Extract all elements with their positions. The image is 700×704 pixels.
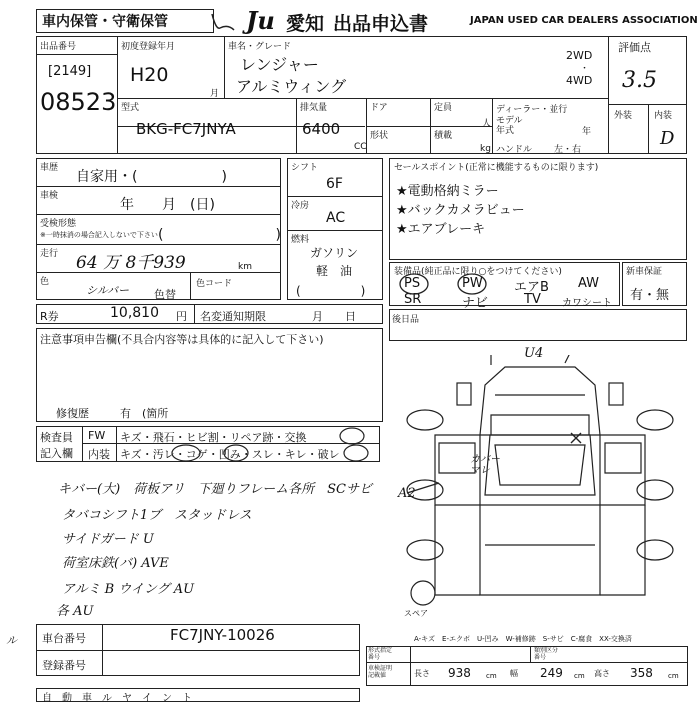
km-unit: km — [238, 262, 252, 272]
footer-items: 自 動 車 ル ヤ イ ン ト — [42, 693, 192, 704]
transfer-note: ※一時抹消の場合記入しないで下さい — [40, 231, 158, 239]
spare-label: スペア — [404, 609, 428, 618]
length-unit: cm — [486, 672, 497, 680]
class-number-label: 類別区分 番号 — [534, 647, 559, 661]
interior-score: D — [660, 128, 675, 149]
sales-point-item: ★エアブレーキ — [396, 222, 486, 237]
height-value: 358 — [630, 666, 653, 680]
cc-unit: CC — [354, 142, 367, 152]
ac-value: AC — [326, 210, 346, 226]
vehicle-name-label: 車名・グレード — [228, 42, 292, 52]
fw-items: キズ・飛石・ヒビ割・リペア跡・交換 — [120, 431, 307, 444]
equipment-airbag: エアB — [514, 280, 549, 295]
model-year-label: モデル 年式 — [496, 116, 523, 136]
interior-label-row: 内装 — [88, 448, 110, 461]
interior-label: 内装 — [654, 111, 673, 121]
displacement-label: 排気量 — [300, 103, 328, 113]
shift-label: シフト — [291, 163, 319, 173]
form-title: 出品申込書 — [333, 13, 429, 35]
mileage-label: 走行 — [40, 249, 59, 259]
form-number-label: 形式指定 番号 — [368, 647, 393, 661]
equipment-label: 装備品(純正品に限り○をつけてください) — [394, 267, 562, 277]
width-label: 幅 — [510, 669, 518, 678]
handwritten-note: キバー(大) 荷板アリ 下廻りフレーム各所 SCサビ — [58, 482, 372, 497]
handwritten-note: 各 AU — [56, 604, 94, 619]
history-label: 車歴 — [40, 163, 59, 173]
length-value: 938 — [448, 666, 471, 680]
lot-sub-number: [2149] — [48, 64, 92, 79]
registration-month-unit: 月 — [210, 89, 220, 99]
ju-logo: Ju — [246, 6, 275, 35]
truck-diagram — [395, 355, 695, 615]
ac-label: 冷房 — [291, 201, 310, 211]
equipment-seat: カワシート — [562, 298, 612, 309]
model-label: 型式 — [121, 103, 140, 113]
transfer-value: ( ) — [158, 227, 281, 243]
inspector-circle-marks — [170, 426, 380, 462]
recycle-value: 10,810 — [110, 305, 159, 321]
width-value: 249 — [540, 666, 563, 680]
recycle-unit: 円 — [176, 310, 187, 323]
association-name: JAPAN USED CAR DEALERS ASSOCIATION — [470, 15, 698, 26]
drive-2wd: 2WD — [566, 49, 593, 62]
sales-points-label: セールスポイント(正常に機能するものに限ります) — [394, 163, 599, 173]
transfer-label: 受検形態 — [40, 219, 77, 229]
handwritten-check-icon — [208, 10, 238, 34]
equipment-sr: SR — [404, 292, 422, 307]
handwritten-note: サイドガード U — [62, 532, 154, 547]
repair-history-value: 有 (箇所 — [120, 407, 169, 420]
fw-label: FW — [88, 429, 106, 442]
vehicle-name: レンジャー — [240, 55, 319, 74]
certificate-label: 車検証明 記載値 — [368, 665, 393, 679]
handle-value: 左・右 — [554, 145, 582, 155]
diagram-cover-note: カバー マレ — [470, 454, 500, 476]
history-value: 自家用・( ) — [76, 169, 227, 185]
fuel-options: 軽 油 — [316, 264, 353, 278]
diagram-side-mark: A2 — [398, 486, 416, 501]
capacity-label: 定員 — [434, 103, 453, 113]
drive-4wd: 4WD — [566, 74, 593, 87]
equipment-pw: PW — [462, 276, 483, 291]
height-unit: cm — [668, 672, 679, 680]
displacement-value: 6400 — [302, 120, 341, 138]
handwritten-note: 荷室床鉄(バ) AVE — [62, 556, 169, 571]
shape-label: 形状 — [370, 131, 389, 141]
recycle-label: R券 — [40, 310, 59, 323]
notice-label: 名変通知期限 — [200, 310, 266, 323]
chassis-number: FC7JNY-10026 — [170, 626, 275, 644]
repair-history-label: 修復歴 — [56, 407, 89, 420]
shift-value: 6F — [326, 176, 343, 192]
storage-label: 車内保管・守衛保管 — [42, 14, 168, 30]
equipment-tv: TV — [524, 292, 541, 307]
fuel-value: ガソリン — [310, 246, 359, 260]
height-label: 高さ — [594, 669, 610, 678]
interior-items: キズ・汚レ・コゲ・凹み・スレ・キレ・破レ — [120, 448, 340, 461]
damage-legend: A-キズ E-エクボ U-凹み W-補修跡 S-サビ C-腐食 XX-交換済 — [414, 635, 632, 643]
kg-unit: kg — [480, 144, 491, 154]
score-label: 評価点 — [618, 41, 651, 54]
equipment-navi: ナビ — [462, 296, 489, 311]
model-year-unit: 年 — [582, 127, 592, 137]
diagram-top-mark: U4 — [524, 346, 544, 361]
model-code: BKG-FC7JNYA — [136, 120, 236, 138]
width-unit: cm — [574, 672, 585, 680]
fuel-other: ( ) — [296, 284, 366, 298]
equipment-circle-marks — [396, 270, 516, 296]
mileage-value: 64 万 8千939 — [76, 253, 186, 273]
load-label: 積載 — [434, 131, 453, 141]
inspector-label: 検査員 — [40, 431, 73, 444]
inspection-label: 車検 — [40, 191, 59, 201]
handwritten-note: アルミ B ウイング AU — [62, 582, 195, 597]
later-items-label: 後日品 — [392, 315, 420, 325]
sales-point-item: ★バックカメラビュー — [396, 203, 525, 218]
dealer-label: ディーラー・並行 — [496, 105, 568, 115]
margin-mark: ル — [6, 634, 17, 647]
color-value: シルバー — [86, 284, 129, 297]
equipment-ps: PS — [404, 276, 421, 291]
notes-label: 注意事項申告欄(不具合内容等は具体的に記入して下さい) — [40, 333, 324, 346]
handwritten-note: タバコシフト1ブ スタッドレス — [62, 508, 252, 523]
doors-label: ドア — [370, 103, 388, 113]
chassis-label: 車台番号 — [42, 632, 86, 645]
inspection-value: 年 月 (日) — [120, 197, 215, 213]
score-value: 3.5 — [622, 68, 657, 93]
handle-label: ハンドル — [496, 145, 533, 155]
aichi-label: 愛知 — [286, 13, 325, 35]
lot-number-label: 出品番号 — [40, 42, 77, 52]
color-label: 色 — [40, 277, 50, 287]
registration-label: 初度登録年月 — [121, 42, 176, 52]
capacity-unit: 人 — [482, 119, 492, 129]
later-items-block — [389, 309, 687, 341]
color-code-label: 色コード — [196, 279, 233, 289]
color-change-label: 色替 — [154, 288, 176, 301]
lot-number: 08523 — [40, 88, 117, 116]
new-car-warranty-label: 新車保証 — [626, 267, 663, 277]
sales-point-item: ★電動格納ミラー — [396, 184, 499, 199]
fuel-label: 燃料 — [291, 235, 310, 245]
new-car-warranty-value: 有・無 — [630, 288, 670, 303]
equipment-aw: AW — [578, 276, 600, 291]
exterior-label: 外装 — [614, 111, 633, 121]
registration-year: H20 — [130, 64, 169, 86]
length-label: 長さ — [414, 669, 430, 678]
inspector-entry-label: 記入欄 — [40, 447, 73, 460]
vehicle-grade: アルミウィング — [236, 77, 347, 96]
registration-number-label: 登録番号 — [42, 659, 86, 672]
notice-value: 月 日 — [312, 310, 356, 323]
